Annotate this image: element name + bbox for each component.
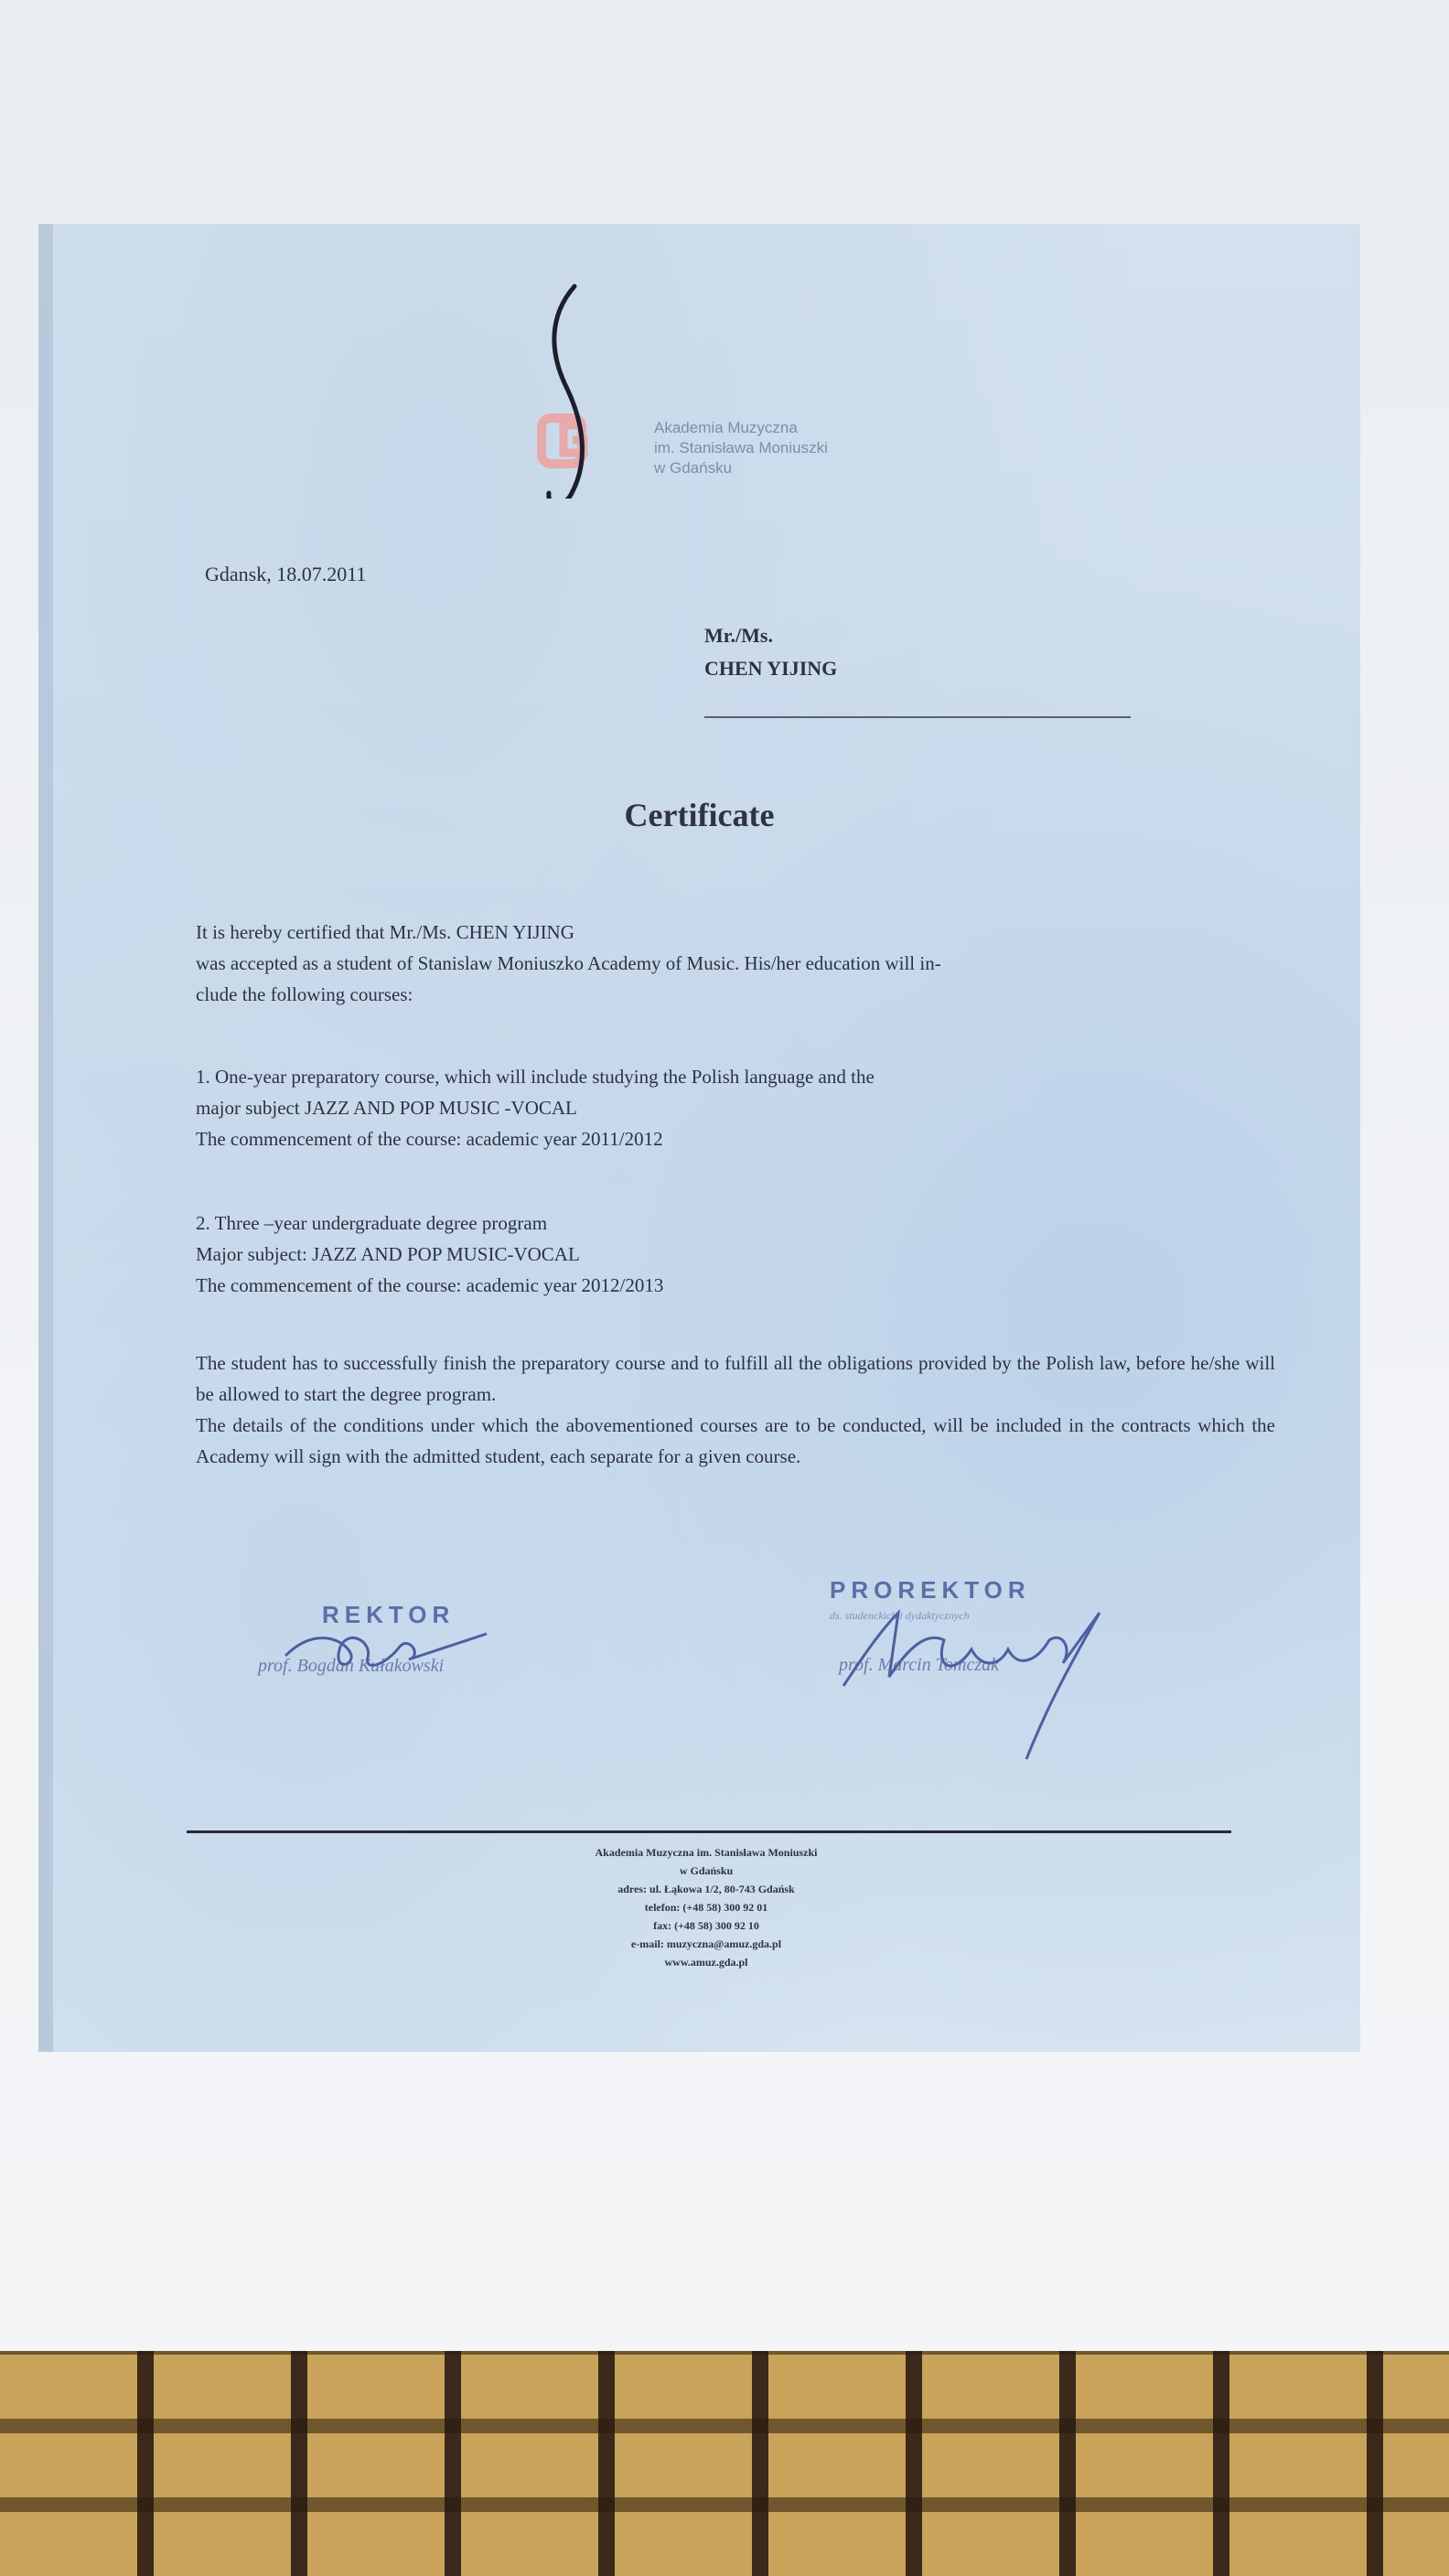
closing-paragraph (196, 1347, 1275, 1472)
text-line: 1. One-year preparatory course, which will include studying the Polish language and the (196, 1066, 875, 1088)
salutation: Mr./Ms. (704, 624, 773, 647)
stamp-name: prof. Marcin Tomczak (839, 1655, 999, 1675)
letter-date: Gdansk, 18.07.2011 (205, 563, 367, 585)
course-2-paragraph (196, 1208, 1275, 1301)
logo-line: Akademia Muzyczna (654, 419, 798, 436)
footer-address (340, 1843, 1072, 1971)
logo-line: w Gdańsku (654, 459, 733, 477)
contracts-text: The details of the conditions under which the abovementioned courses are to be conducted, will be included in the contracts which the Academy will sign with the admitted student, each separate for a given course. (196, 1414, 1275, 1467)
academy-logo (494, 279, 915, 499)
text-line: It is hereby certified that Mr./Ms. CHEN YIJING (196, 921, 574, 943)
footer-line: fax: (+48 58) 300 92 10 (653, 1919, 759, 1932)
footer-line: e-mail: muzyczna@amuz.gda.pl (630, 1937, 782, 1950)
footer-line: www.amuz.gda.pl (664, 1956, 748, 1969)
text-line: was accepted as a student of Stanislaw Moniuszko Academy of Music. His/her education will in- (196, 952, 941, 974)
text-line: Major subject: JAZZ AND POP MUSIC-VOCAL (196, 1243, 580, 1265)
recipient-underline (704, 716, 1131, 718)
prorector-signature-stamp (789, 1576, 1200, 1796)
text-line: major subject JAZZ AND POP MUSIC -VOCAL (196, 1097, 577, 1119)
stamp-name: prof. Bogdan Kułakowski (258, 1656, 445, 1676)
certificate-sheet (38, 224, 1360, 2052)
stamp-subtitle: ds. studenckich i dydaktycznych (830, 1609, 970, 1622)
footer-line: w Gdańsku (679, 1864, 734, 1877)
bamboo-mat (0, 2351, 1449, 2576)
recipient-block (704, 619, 837, 685)
text-line: The commencement of the course: academic year 2012/2013 (196, 1274, 664, 1296)
certificate-title: Certificate (624, 797, 775, 833)
rector-signature-stamp (212, 1601, 560, 1738)
handwritten-signature-icon (212, 1601, 560, 1738)
course-1-paragraph (196, 1061, 1275, 1154)
logo-line: im. Stanisława Moniuszki (654, 439, 828, 456)
intro-paragraph (196, 917, 1275, 1010)
recipient-name: CHEN YIJING (704, 657, 838, 680)
academy-name (654, 418, 892, 478)
obligations-text: The student has to successfully finish the preparatory course and to fulfill all the obligations provided by the Polish law, before he/she will be allowed to start the degree program. (196, 1352, 1275, 1405)
footer-line: Akademia Muzyczna im. Stanisława Moniuszki (595, 1846, 818, 1859)
text-line: The commencement of the course: academic year 2011/2012 (196, 1128, 663, 1150)
text-line: clude the following courses: (196, 983, 413, 1005)
text-line: 2. Three –year undergraduate degree program (196, 1212, 548, 1234)
footer-line: telefon: (+48 58) 300 92 01 (644, 1901, 768, 1914)
stamp-title: PROREKTOR (830, 1576, 1031, 1604)
footer-divider (187, 1830, 1231, 1833)
treble-clef-logo-icon (494, 279, 659, 499)
stamp-title: REKTOR (322, 1601, 456, 1628)
handwritten-signature-icon (789, 1576, 1200, 1796)
footer-line: adres: ul. Łąkowa 1/2, 80-743 Gdańsk (617, 1883, 795, 1895)
